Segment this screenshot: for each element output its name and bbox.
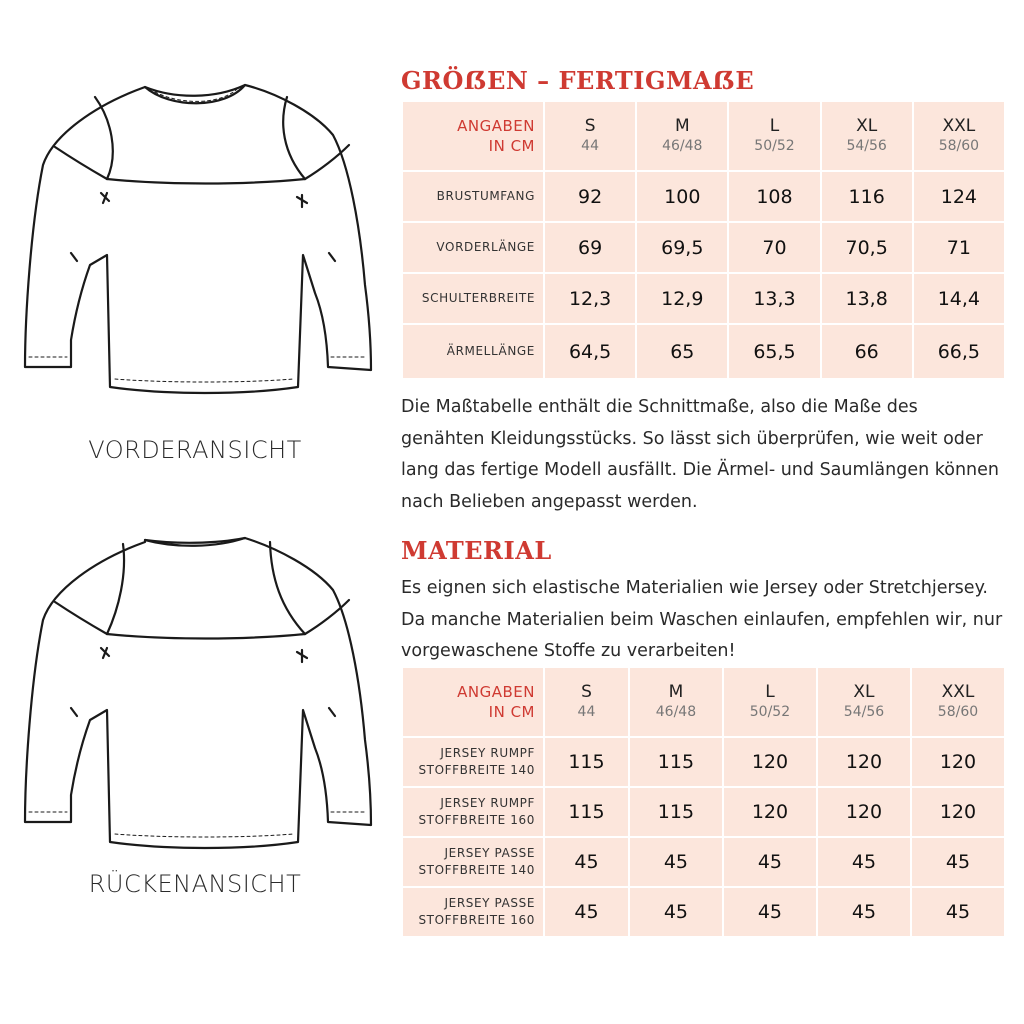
table-cell: 124 (913, 171, 1005, 222)
table-cell: 65,5 (728, 324, 820, 379)
table-cell: 71 (913, 222, 1005, 273)
info-column (401, 0, 1007, 1024)
size-column-header: M 46/48 (636, 101, 728, 171)
table-cell: 115 (629, 737, 723, 787)
table-cell: 120 (911, 787, 1005, 837)
row-label: JERSEY PASSE STOFFBREITE 140 (402, 837, 544, 887)
row-label: JERSEY RUMPF STOFFBREITE 140 (402, 737, 544, 787)
table-cell: 12,3 (544, 273, 636, 324)
header-label-line2: IN CM (488, 703, 535, 721)
table-cell: 69 (544, 222, 636, 273)
table-cell: 13,3 (728, 273, 820, 324)
table-cell: 70 (728, 222, 820, 273)
table-cell: 69,5 (636, 222, 728, 273)
size-column-header: L 50/52 (728, 101, 820, 171)
table-row (402, 887, 1005, 937)
front-view-sketch (15, 75, 380, 405)
table-cell: 108 (728, 171, 820, 222)
size-column-header: XL 54/56 (821, 101, 913, 171)
size-column-header: XXL 58/60 (913, 101, 1005, 171)
size-column-header: M 46/48 (629, 667, 723, 737)
table-cell: 92 (544, 171, 636, 222)
table-cell: 45 (723, 837, 817, 887)
size-column-header: S 44 (544, 101, 636, 171)
size-column-header: XXL 58/60 (911, 667, 1005, 737)
sizes-description: Die Maßtabelle enthält die Schnittmaße, also die Maße des genähten Kleidungsstücks. So lässt sich überprüfen, wie weit oder lang das fertige Modell ausfällt. Die Ärmel- und Saumlängen können nach Belieben angepasst werden. (401, 397, 1000, 512)
finished-measurements-table (401, 100, 1006, 380)
table-cell: 45 (629, 887, 723, 937)
table-row (402, 837, 1005, 887)
table-cell: 120 (817, 737, 911, 787)
garment-views (0, 0, 390, 1024)
table-row (402, 324, 1005, 379)
row-label: JERSEY RUMPF STOFFBREITE 160 (402, 787, 544, 837)
header-corner-label (402, 101, 544, 171)
table-cell: 45 (911, 887, 1005, 937)
header-label-line2: IN CM (488, 137, 535, 155)
table-cell: 100 (636, 171, 728, 222)
header-label-line1: ANGABEN (457, 683, 535, 701)
table-cell: 115 (629, 787, 723, 837)
size-column-header: L 50/52 (723, 667, 817, 737)
row-label: VORDERLÄNGE (402, 222, 544, 273)
row-label: JERSEY PASSE STOFFBREITE 160 (402, 887, 544, 937)
table-cell: 45 (544, 837, 629, 887)
table-cell: 45 (544, 887, 629, 937)
back-view-sketch (15, 530, 380, 860)
size-column-header: XL 54/56 (817, 667, 911, 737)
table-cell: 45 (817, 887, 911, 937)
table-cell: 66 (821, 324, 913, 379)
table-cell: 13,8 (821, 273, 913, 324)
table-cell: 66,5 (913, 324, 1005, 379)
front-view-label: VORDERANSICHT (88, 436, 302, 464)
table-cell: 115 (544, 737, 629, 787)
table-cell: 115 (544, 787, 629, 837)
table-row (402, 273, 1005, 324)
table-cell: 120 (911, 737, 1005, 787)
row-label: SCHULTERBREITE (402, 273, 544, 324)
header-corner-label (402, 667, 544, 737)
table-cell: 14,4 (913, 273, 1005, 324)
size-column-header: S 44 (544, 667, 629, 737)
row-label: BRUSTUMFANG (402, 171, 544, 222)
table-row (402, 737, 1005, 787)
table-cell: 120 (723, 787, 817, 837)
table-header-row (402, 667, 1005, 737)
material-requirements-table (401, 666, 1006, 938)
header-label-line1: ANGABEN (457, 117, 535, 135)
table-cell: 120 (817, 787, 911, 837)
back-view-label: RÜCKENANSICHT (88, 870, 302, 898)
table-cell: 45 (723, 887, 817, 937)
table-cell: 12,9 (636, 273, 728, 324)
table-row (402, 171, 1005, 222)
table-cell: 45 (629, 837, 723, 887)
row-label: ÄRMELLÄNGE (402, 324, 544, 379)
material-heading: MATERIAL (401, 536, 552, 565)
table-header-row (402, 101, 1005, 171)
table-cell: 65 (636, 324, 728, 379)
table-cell: 45 (817, 837, 911, 887)
table-cell: 64,5 (544, 324, 636, 379)
table-cell: 116 (821, 171, 913, 222)
sizes-heading: GRÖẞEN – FERTIGMAẞE (401, 66, 755, 95)
table-row (402, 222, 1005, 273)
table-row (402, 787, 1005, 837)
table-cell: 70,5 (821, 222, 913, 273)
material-description: Es eignen sich elastische Materialien wie Jersey oder Stretchjersey. Da manche Materialien beim Waschen einlaufen, empfehlen wir, nur vorgewaschene Stoffe zu verarbeiten! (401, 578, 1003, 661)
table-cell: 45 (911, 837, 1005, 887)
table-cell: 120 (723, 737, 817, 787)
